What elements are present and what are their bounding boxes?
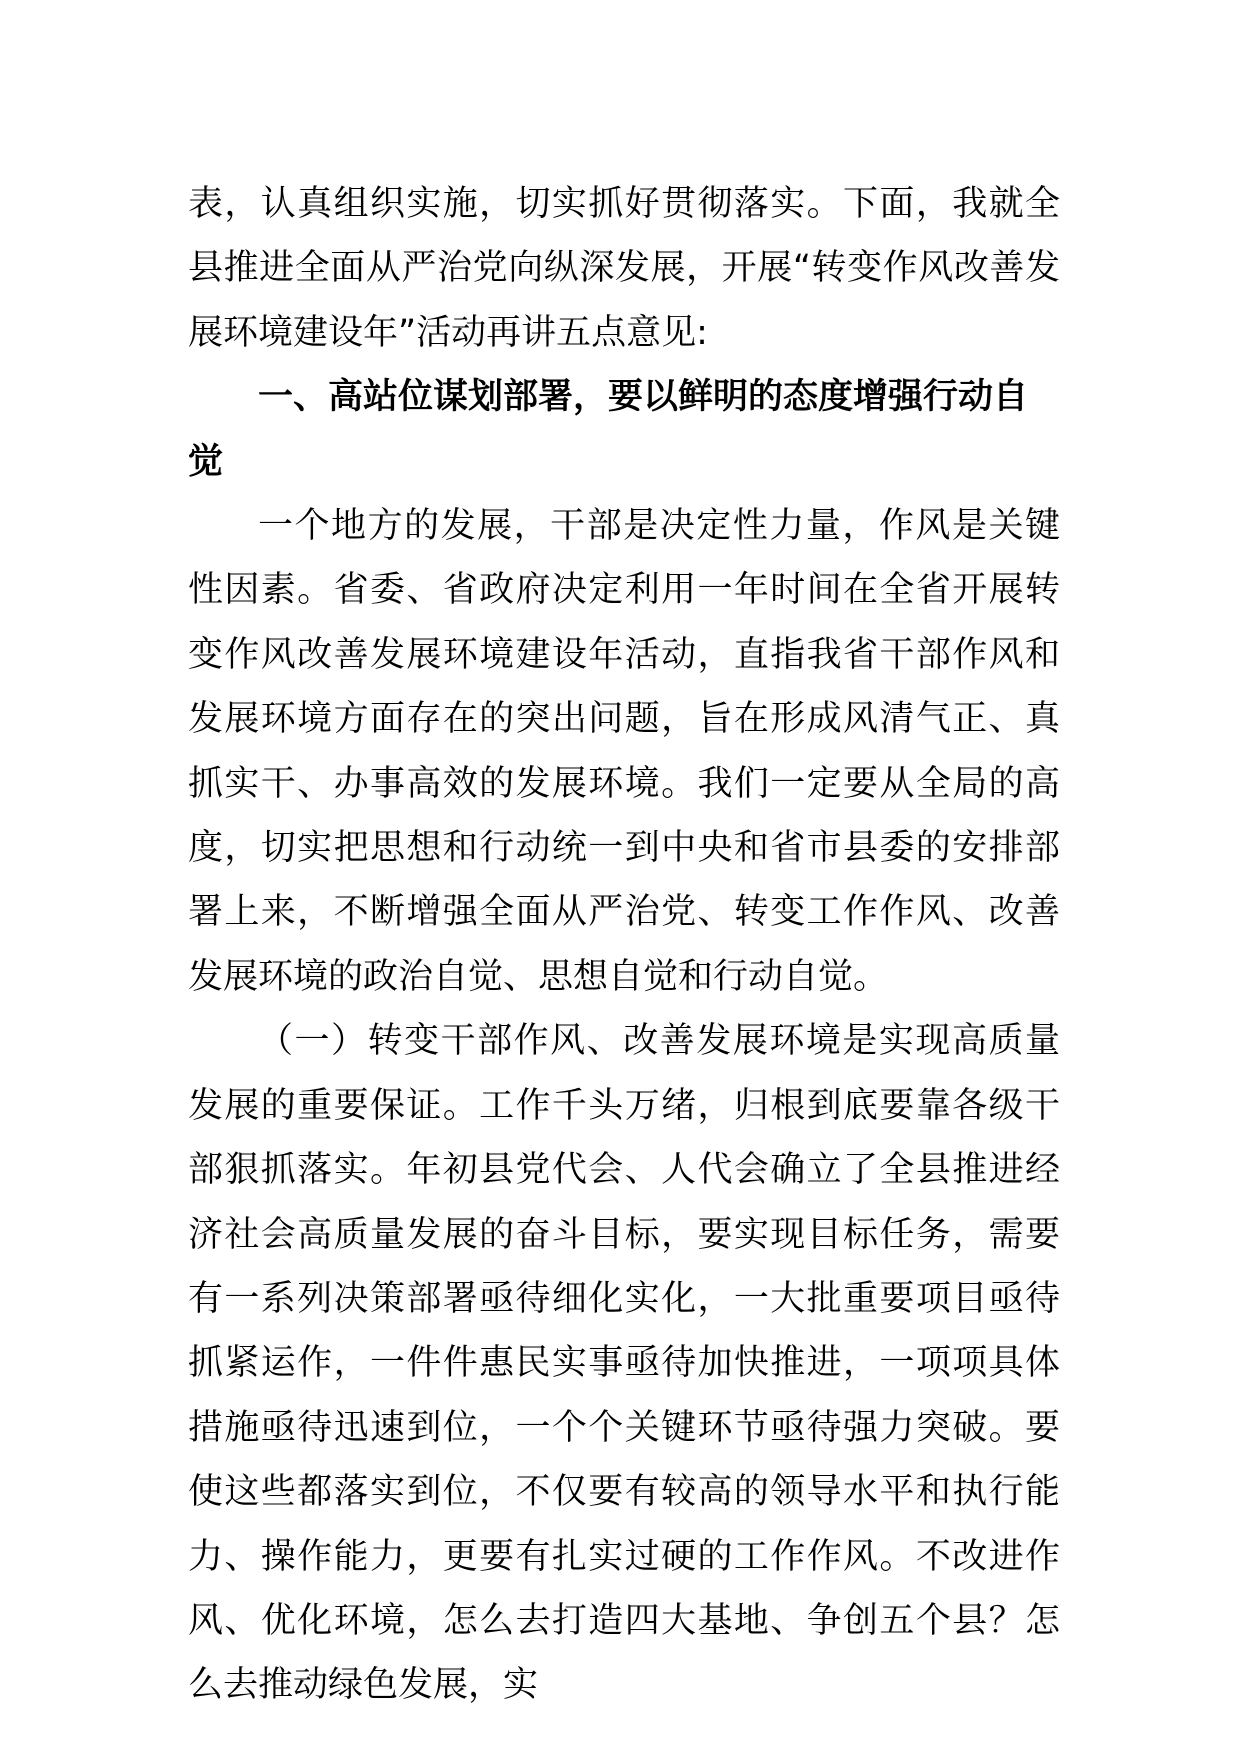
document-body — [188, 172, 1060, 1718]
section-heading-1: 一、高站位谋划部署，要以鲜明的态度增强行动自觉 — [188, 377, 1029, 482]
paragraph-subsection-1: （一）转变干部作风、改善发展环境是实现高质量发展的重要保证。工作千头万绪，归根到底要靠各级干部狠抓落实。年初县党代会、人代会确立了全县推进经济社会高质量发展的奋斗目标，要实现目标任务，需要有一系列决策部署亟待细化实化，一大批重要项目亟待抓紧运作，一件件惠民实事亟待加快推进，一项项具体措施亟待迅速到位，一个个关键环节亟待强力突破。要使这些都落实到位，不仅要有较高的领导水平和执行能力、操作能力，更要有扎实过硬的工作作风。不改进作风、优化环境，怎么去打造四大基地、争创五个县？怎么去推动绿色发展，实 — [188, 1021, 1060, 1706]
paragraph-section-1-body: 一个地方的发展，干部是决定性力量，作风是关键性因素。省委、省政府决定利用一年时间在全省开展转变作风改善发展环境建设年活动，直指我省干部作风和发展环境方面存在的突出问题，旨在形成风清气正、真抓实干、办事高效的发展环境。我们一定要从全局的高度，切实把思想和行动统一到中央和省市县委的安排部署上来，不断增强全面从严治党、转变工作作风、改善发展环境的政治自觉、思想自觉和行动自觉。 — [188, 506, 1060, 997]
paragraph-intro-continuation: 表，认真组织实施，切实抓好贯彻落实。下面，我就全县推进全面从严治党向纵深发展，开展“转变作风改善发展环境建设年”活动再讲五点意见: — [188, 184, 1060, 353]
